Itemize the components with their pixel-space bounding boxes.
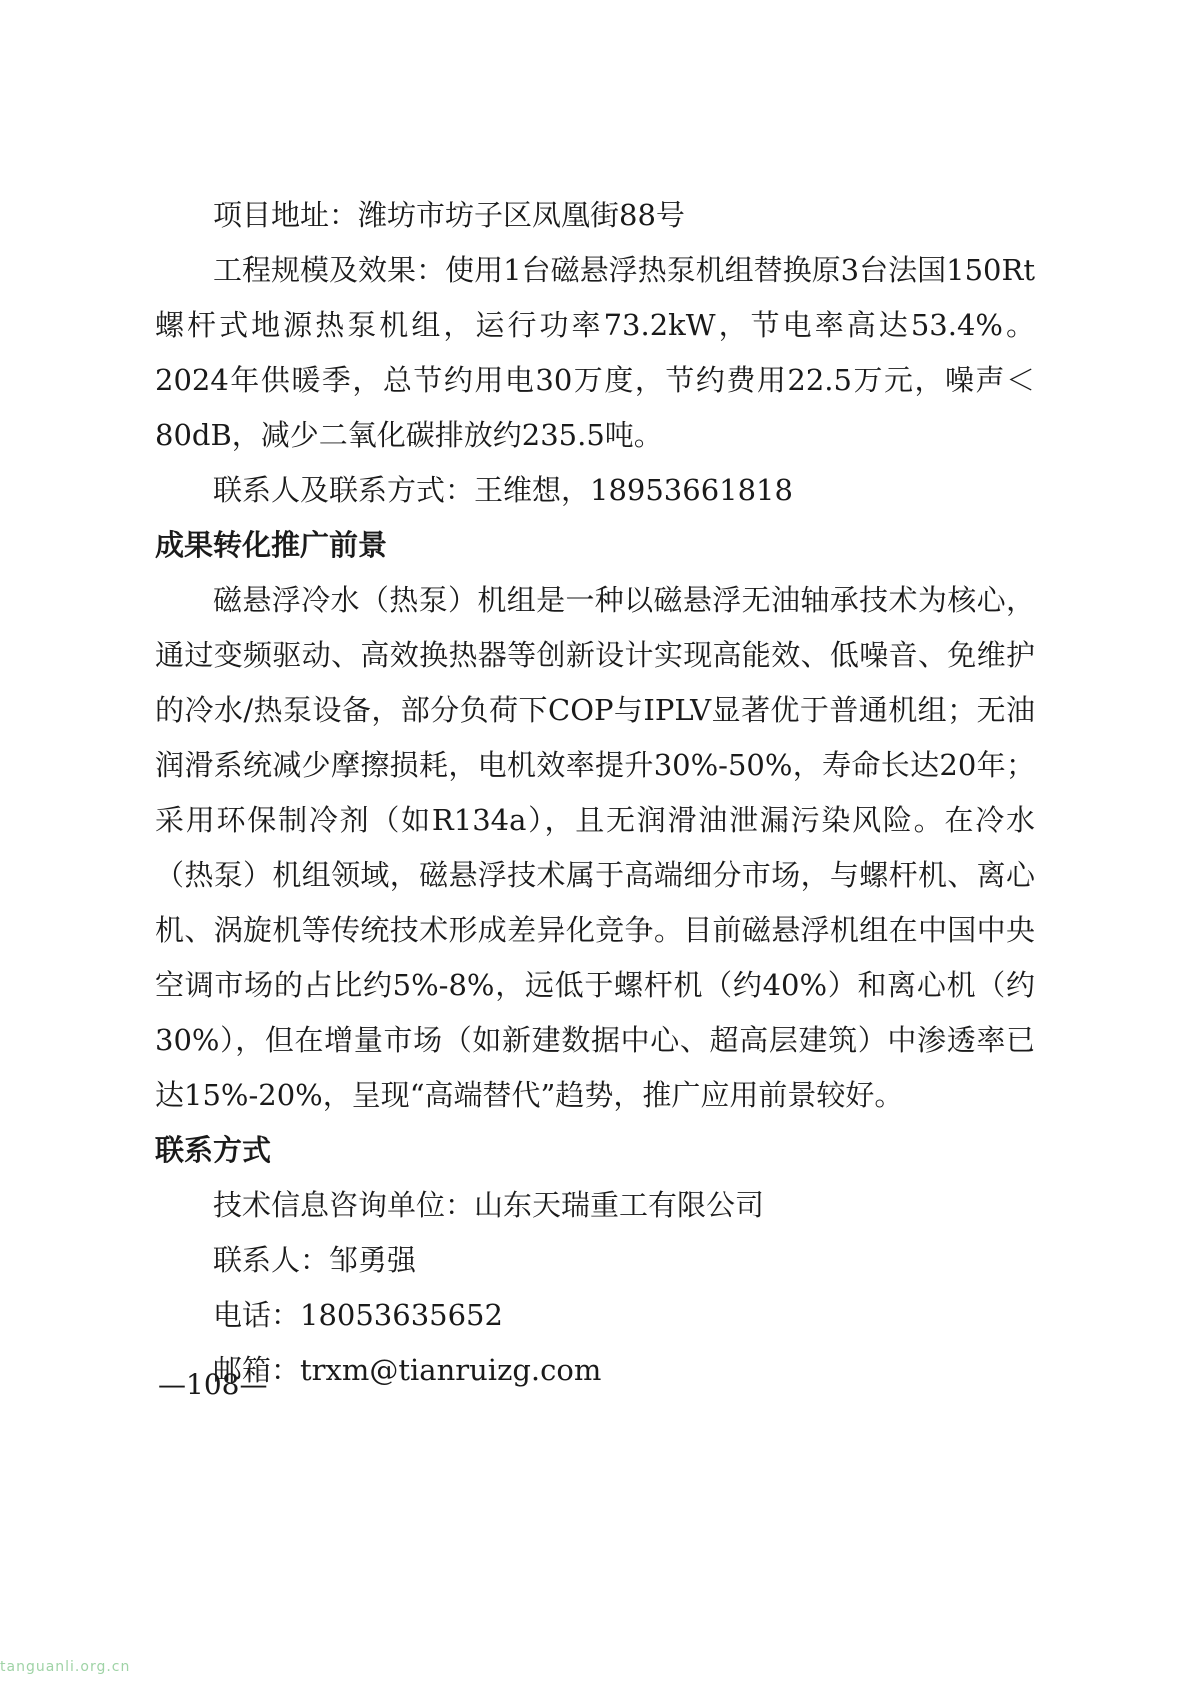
promotion-body: 磁悬浮冷水（热泵）机组是一种以磁悬浮无油轴承技术为核心，通过变频驱动、高效换热器等创新设计实现高能效、低噪音、免维护的冷水/热泵设备，部分负荷下COP与IPLV显著优于普通机组；无油润滑系统减少摩擦损耗，电机效率提升30%-50%，寿命长达20年；采用环保制冷剂（如R134a），且无润滑油泄漏污染风险。在冷水（热泵）机组领域，磁悬浮技术属于高端细分市场，与螺杆机、离心机、涡旋机等传统技术形成差异化竞争。目前磁悬浮机组在中国中央空调市场的占比约5%-8%，远低于螺杆机（约40%）和离心机（约30%），但在增量市场（如新建数据中心、超高层建筑）中渗透率已达15%-20%，呈现“高端替代”趋势，推广应用前景较好。 (155, 583, 1035, 1112)
project-contact: 联系人及联系方式：王维想，18953661818 (213, 473, 793, 507)
contact-phone: 电话：18053635652 (213, 1298, 503, 1332)
contact-email: 邮箱：trxm@tianruizg.com (213, 1353, 602, 1387)
contact-unit: 技术信息咨询单位：山东天瑞重工有限公司 (213, 1188, 765, 1222)
document-body (155, 188, 1035, 1398)
project-address: 项目地址：潍坊市坊子区凤凰街88号 (213, 198, 685, 232)
scale-and-effect: 工程规模及效果：使用1台磁悬浮热泵机组替换原3台法国150Rt螺杆式地源热泵机组，运行功率73.2kW，节电率高达53.4%。2024年供暖季，总节约用电30万度，节约费用22.5万元，噪声＜80dB，减少二氧化碳排放约235.5吨。 (155, 253, 1035, 452)
watermark: tanguanli.org.cn (0, 1659, 131, 1675)
promotion-heading: 成果转化推广前景 (155, 528, 388, 562)
page-number: —108— (158, 1368, 268, 1401)
contact-heading: 联系方式 (155, 1133, 272, 1167)
contact-person: 联系人：邹勇强 (213, 1243, 417, 1277)
